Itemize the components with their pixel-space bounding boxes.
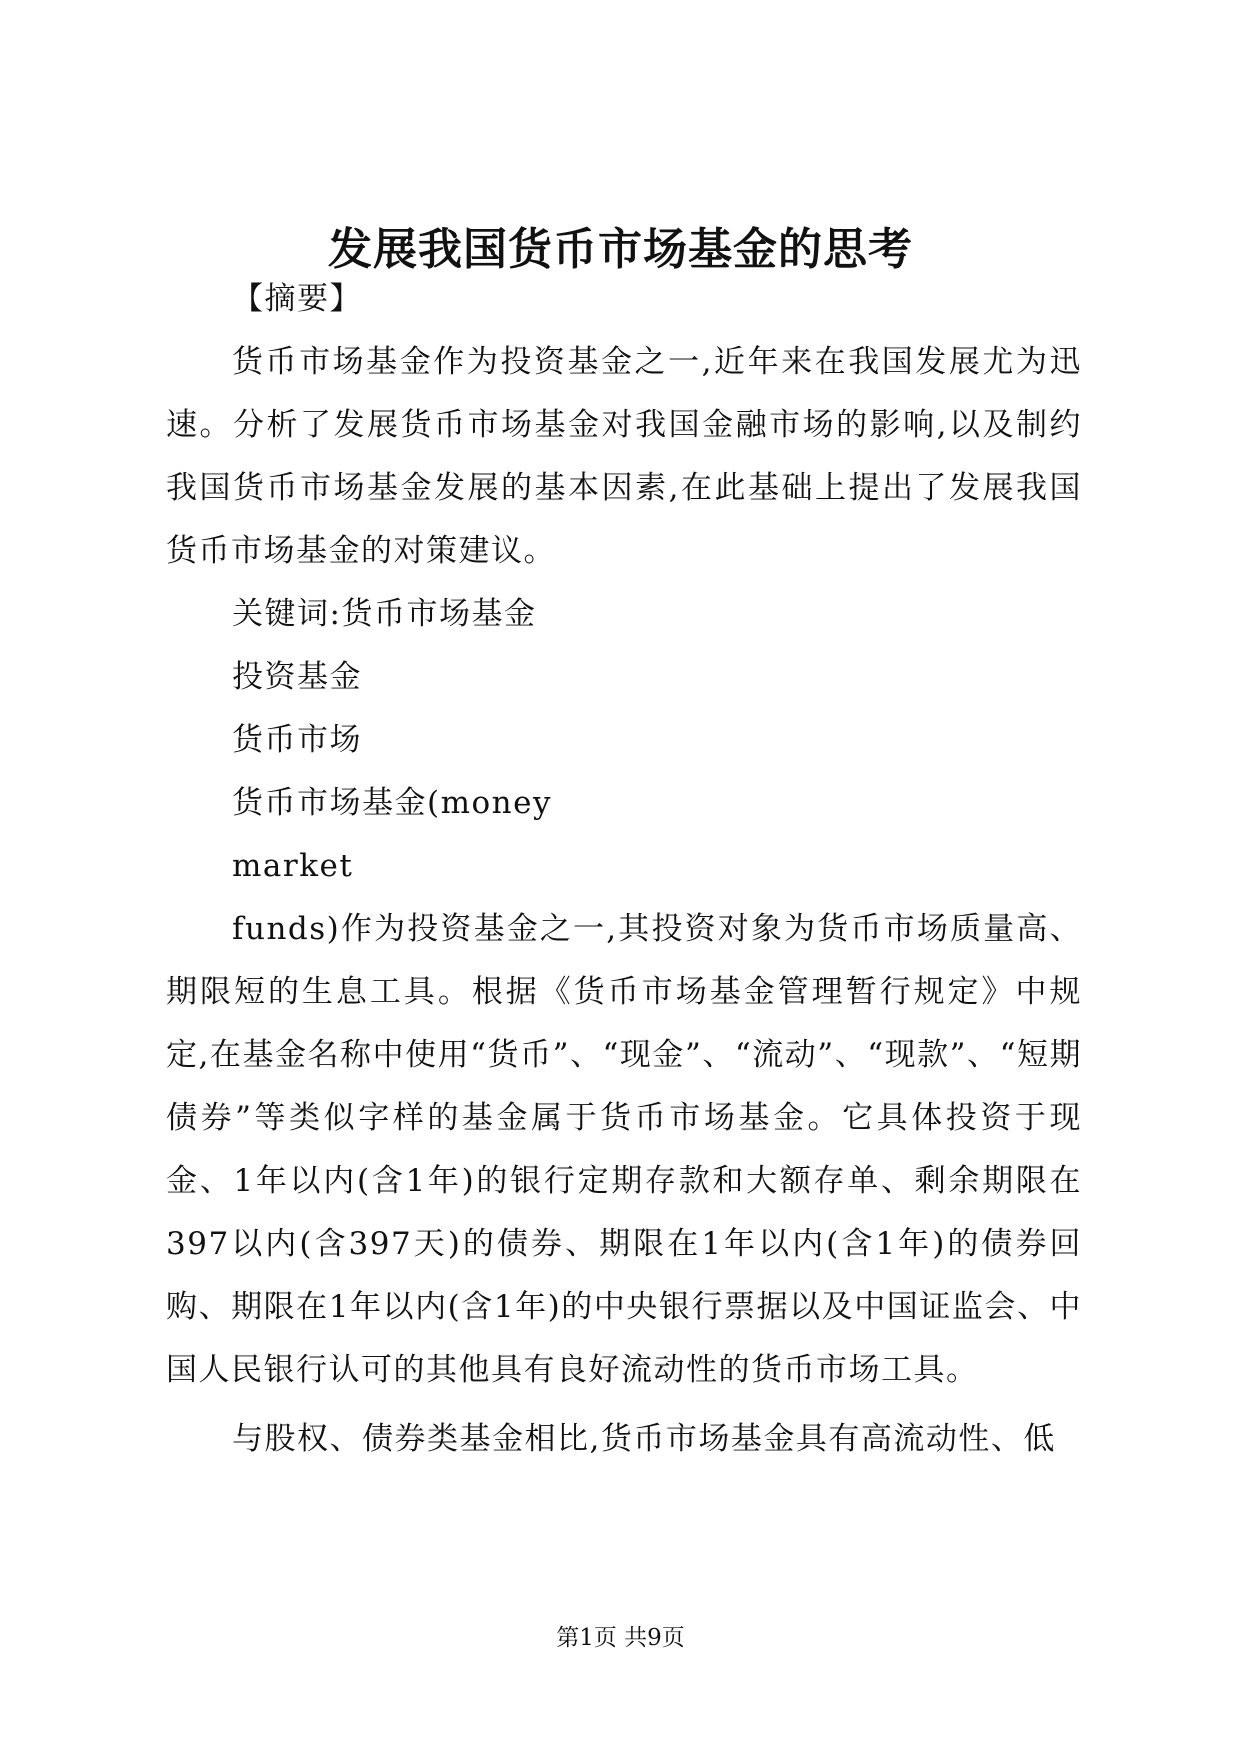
- page-footer: 第1页 共9页: [556, 1625, 685, 1651]
- document-title: 发展我国货币市场基金的思考: [328, 224, 913, 275]
- keywords-line: 关键词:货币市场基金: [232, 596, 537, 632]
- body-paragraph: market: [232, 848, 354, 884]
- keyword-item: 投资基金: [232, 659, 362, 695]
- body-paragraph: funds)作为投资基金之一,其投资对象为货币市场质量高、期限短的生息工具。根据《货币市场基金管理暂行规定》中规定,在基金名称中使用“货币”、“现金”、“流动”、“现款”、“短期债券”等类似字样的基金属于货币市场基金。它具体投资于现金、1年以内(含1年)的银行定期存款和大额存单、剩余期限在397以内(含397天)的债券、期限在1年以内(含1年)的债券回购、期限在1年以内(含1年)的中央银行票据以及中国证监会、中国人民银行认可的其他具有良好流动性的货币市场工具。: [166, 911, 1082, 1388]
- keyword-item: 货币市场: [232, 722, 362, 758]
- document-body: [166, 268, 1082, 1471]
- abstract-heading: 【摘要】: [232, 281, 362, 317]
- body-paragraph: 货币市场基金(money: [232, 785, 552, 821]
- abstract-paragraph: 货币市场基金作为投资基金之一,近年来在我国发展尤为迅速。分析了发展货币市场基金对我国金融市场的影响,以及制约我国货币市场基金发展的基本因素,在此基础上提出了发展我国货币市场基金的对策建议。: [166, 344, 1082, 569]
- body-paragraph: 与股权、债券类基金相比,货币市场基金具有高流动性、低: [232, 1421, 1056, 1457]
